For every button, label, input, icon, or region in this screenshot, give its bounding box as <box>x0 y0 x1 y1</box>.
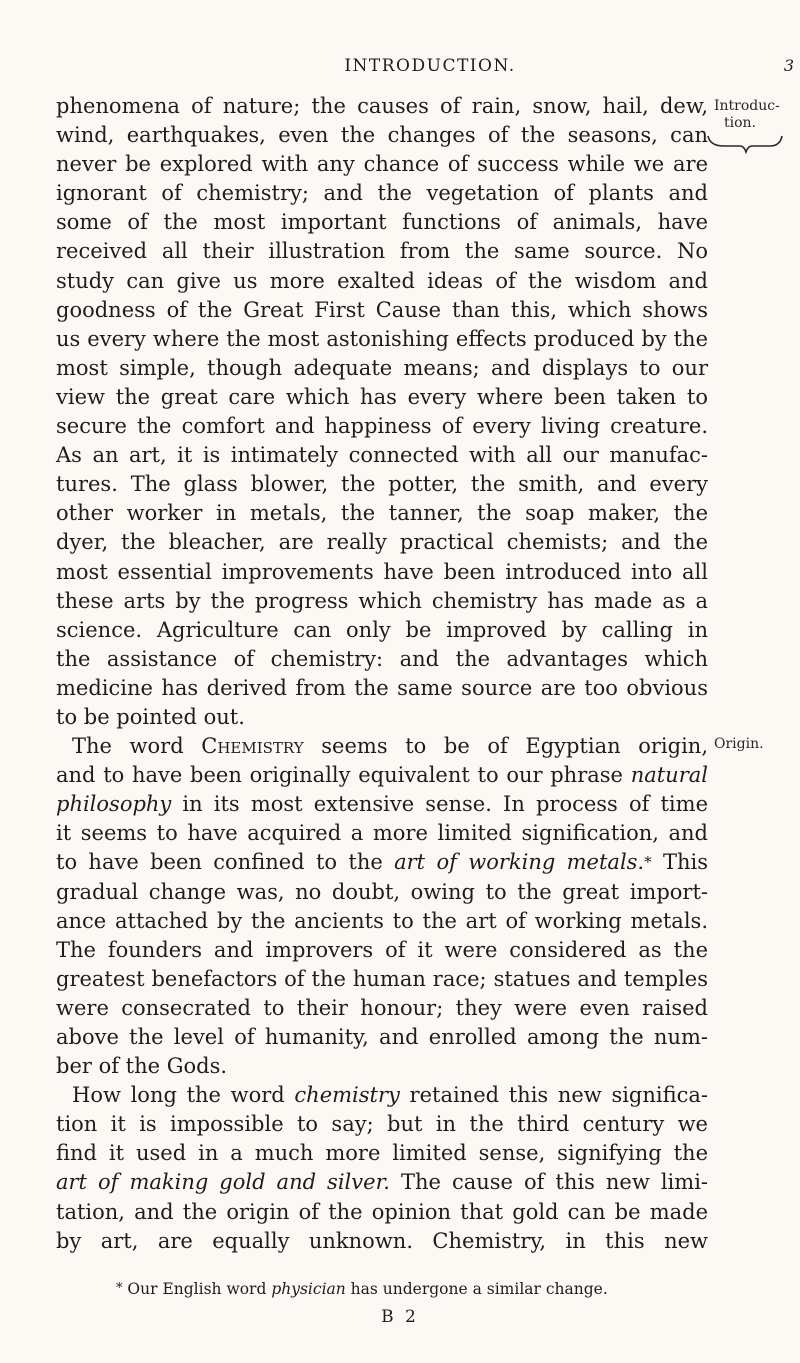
text-line: tion it is impossible to say; but in the third century we <box>56 1112 708 1137</box>
margin-note-origin: Origin. <box>714 736 764 752</box>
text-line: were consecrated to their honour; they were even raised <box>56 995 708 1020</box>
text-line: The founders and improvers of it were considered as the <box>56 937 708 962</box>
margin-note-line: Introduc- <box>714 98 780 114</box>
text-line: received all their illustration from the same source. No <box>56 239 708 264</box>
text-line: us every where the most astonishing effects produced by the <box>56 326 708 351</box>
text-line: these arts by the progress which chemistry has made as a <box>56 588 708 613</box>
text-line: science. Agriculture can only be improved by calling in <box>56 617 708 642</box>
text-line: secure the comfort and happiness of every living creature. <box>56 414 708 439</box>
text-line: The word Chemistry seems to be of Egyptian origin, <box>72 734 708 759</box>
text-line: to be pointed out. <box>56 704 245 729</box>
margin-note-introduction <box>714 98 780 132</box>
text-line: gradual change was, no doubt, owing to the great import- <box>56 879 708 904</box>
text-line: and to have been originally equivalent to our phrase natural <box>56 763 708 788</box>
text-line: goodness of the Great First Cause than this, which shows <box>56 297 708 322</box>
text-line: ance attached by the ancients to the art of working metals. <box>56 908 708 933</box>
margin-note-line: tion. <box>724 115 756 131</box>
text-line: tures. The glass blower, the potter, the smith, and every <box>56 472 708 497</box>
text-line: art of making gold and silver. The cause of this new limi- <box>56 1170 709 1195</box>
margin-brace <box>704 134 784 154</box>
text-line: philosophy in its most extensive sense. In process of time <box>56 792 708 817</box>
text-line: it seems to have acquired a more limited signification, and <box>56 821 708 846</box>
text-line: greatest benefactors of the human race; statues and temples <box>56 966 708 991</box>
footnote: * Our English word physician has undergone a similar change. <box>116 1280 608 1298</box>
text-line: ber of the Gods. <box>56 1054 228 1079</box>
text-line: other worker in metals, the tanner, the soap maker, the <box>56 501 708 526</box>
text-line: some of the most important functions of animals, have <box>56 210 708 235</box>
running-head: INTRODUCTION. <box>344 56 516 76</box>
text-line: study can give us more exalted ideas of the wisdom and <box>56 268 708 293</box>
text-line: find it used in a much more limited sense, signifying the <box>56 1141 708 1166</box>
text-line: medicine has derived from the same source are too obvious <box>56 675 708 700</box>
page-header <box>60 56 800 86</box>
text-line: the assistance of chemistry: and the advantages which <box>56 646 708 671</box>
text-line: to have been confined to the art of working metals.* This <box>56 850 708 875</box>
text-line: As an art, it is intimately connected with all our manufac- <box>56 443 708 468</box>
footnote-mark: * <box>116 1281 123 1296</box>
body-text <box>56 92 708 1256</box>
text-line: wind, earthquakes, even the changes of the seasons, can <box>56 123 708 148</box>
text-line: most essential improvements have been introduced into all <box>56 559 708 584</box>
text-line: tation, and the origin of the opinion that gold can be made <box>56 1199 708 1224</box>
text-line: most simple, though adequate means; and displays to our <box>56 355 708 380</box>
text-line: dyer, the bleacher, are really practical chemists; and the <box>56 530 708 555</box>
text-line: phenomena of nature; the causes of rain, snow, hail, dew, <box>56 94 708 118</box>
text-line: above the level of humanity, and enrolled among the num- <box>56 1025 708 1049</box>
text-line: How long the word chemistry retained this new significa- <box>72 1083 709 1108</box>
text-line: by art, are equally unknown. Chemistry, in this new <box>56 1228 708 1253</box>
footnote-marker: * <box>644 853 652 872</box>
signature-mark: B 2 <box>381 1307 419 1327</box>
text-line: ignorant of chemistry; and the vegetation of plants and <box>56 181 708 206</box>
page-number: 3 <box>783 56 794 75</box>
text-line: never be explored with any chance of success while we are <box>56 152 708 177</box>
text-line: view the great care which has every where been taken to <box>56 384 708 409</box>
term-chemistry: Chemistry <box>201 734 304 759</box>
